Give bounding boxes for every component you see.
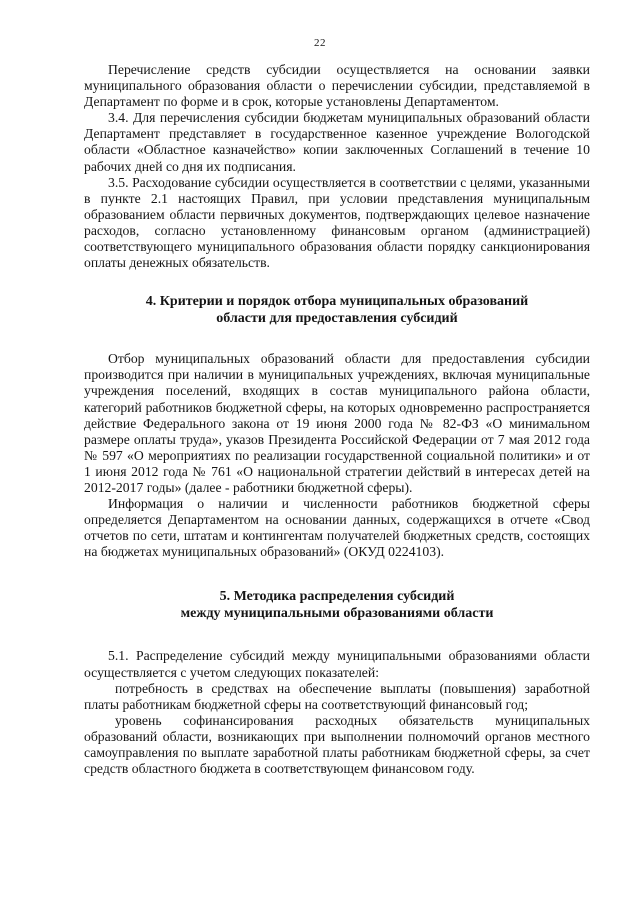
paragraph-workers-info: Информация о наличии и численности работников бюджетной сферы определяется Департаментом на основании данных, содержащихся в отчете «Свод отчетов по сети, штатам и контингентам получателей бюджетных средств, состоящих на бюджетах муниципальных образований» (ОКУД 0224103). [84,496,590,560]
paragraph-transfer-basis: Перечисление средств субсидии осуществляется на основании заявки муниципального образования области о перечислении субсидии, представляемой в Департамент по форме и в срок, которые установлены Департаментом. [84,62,590,110]
section-4-heading-line-1: 4. Критерии и порядок отбора муниципальных образований [145,294,529,310]
document-body [84,62,590,777]
paragraph-cofinancing-indicator: уровень софинансирования расходных обязательств муниципальных образований области, возникающих при выполнении полномочий органов местного самоуправления по выплате заработной платы работникам бюджетной сферы, за счет средств областного бюджета в соответствующем финансовом году. [84,712,590,777]
paragraph-selection-criteria: Отбор муниципальных образований области для предоставления субсидии производится при наличии в муниципальных учреждениях, включая муниципальные учреждения поселений, входящих в состав муниципального района области, категорий работников бюджетной сферы, на которых одновременно распространяется действие Федерального закона от 19 июня 2000 года № 82-ФЗ «О минимальном размере оплаты труда», указов Президента Российской Федерации от 7 мая 2012 года № 597 «О мероприятиях по реализации государственной социальной политики» и от 1 июня 2012 года № 761 «О национальной стратегии действий в интересах детей на 2012-2017 годы» (далее - работники бюджетной сферы). [84,351,590,495]
section-4-heading-line-2: области для предоставления субсидий [216,311,458,327]
section-5-heading [84,588,590,622]
section-5-heading-line-1: 5. Методика распределения субсидий [219,589,455,605]
paragraph-need-indicator: потребность в средствах на обеспечение выплаты (повышения) заработной платы работникам бюджетной сферы на соответствующий финансовый год; [84,680,590,712]
section-5-heading-line-2: между муниципальными образованиями области [180,606,494,622]
section-4-heading [84,293,590,327]
paragraph-3-4: 3.4. Для перечисления субсидии бюджетам муниципальных образований области Департамент представляет в государственное казенное учреждение Вологодской области «Областное казначейство» копии заключенных Соглашений в течение 10 рабочих дней со дня их подписания. [84,110,590,174]
paragraph-3-5: 3.5. Расходование субсидии осуществляется в соответствии с целями, указанными в пункте 2.1 настоящих Правил, при условии представления муниципальным образованием области первичных документов, подтверждающих целевое назначение расходов, согласно установленному финансовым органом (администрацией) соответствующего муниципального образования области порядку санкционирования оплаты денежных обязательств. [84,174,590,271]
paragraph-5-1: 5.1. Распределение субсидий между муниципальными образованиями области осуществляется с учетом следующих показателей: [84,648,590,680]
page-number: 22 [314,37,326,49]
